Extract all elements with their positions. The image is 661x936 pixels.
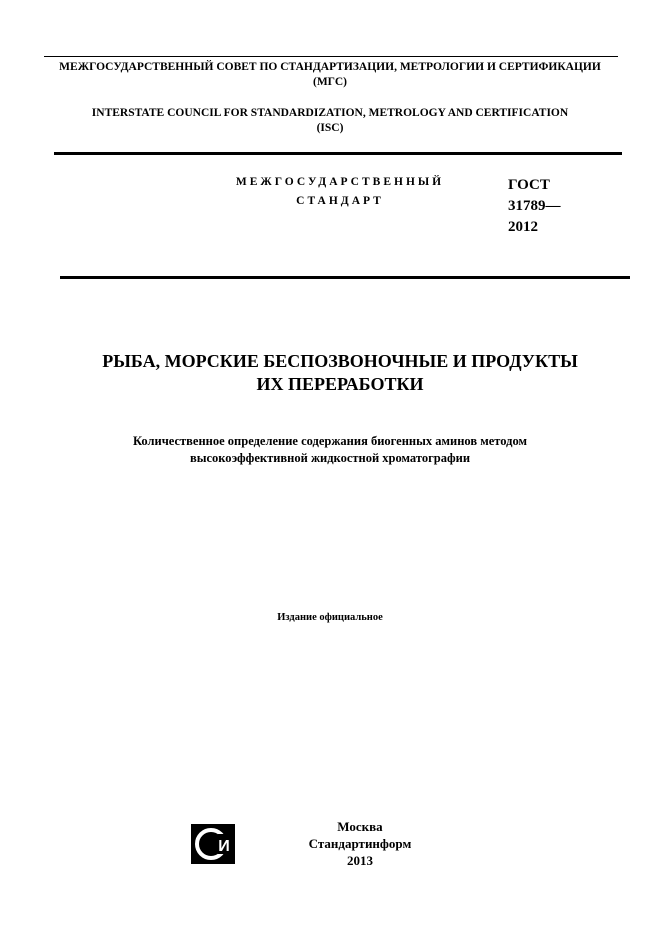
subtitle-line1: Количественное определение содержания биогенных аминов методом [132,434,528,448]
imprint [270,818,450,869]
standard-type-line1: МЕЖГОСУДАРСТВЕННЫЙ [235,176,445,188]
publisher-logo [191,824,235,864]
council-en-block [30,106,630,136]
top-rule [44,56,618,57]
publisher-name: Стандартинформ [308,836,412,851]
gost-year: 2012 [508,219,538,235]
council-ru-abbr: (МГС) [313,76,347,88]
publisher-logo-text: И [218,838,230,855]
title-line1: РЫБА, МОРСКИЕ БЕСПОЗВОНОЧНЫЕ И ПРОДУКТЫ [102,351,578,371]
council-en-abbr: (ISC) [316,122,344,134]
document-title [60,350,620,396]
header-rule-top [54,152,622,155]
subtitle-line2: высокоэффективной жидкостной хроматографии [189,451,471,465]
publisher-city: Москва [337,819,383,834]
council-en-name: INTERSTATE COUNCIL FOR STANDARDIZATION, METROLOGY AND CERTIFICATION [91,107,569,119]
standard-type-line2: СТАНДАРТ [296,195,384,207]
edition-note: Издание официальное [277,612,383,623]
title-line2: ИХ ПЕРЕРАБОТКИ [256,374,424,394]
gost-label: ГОСТ [508,177,550,193]
gost-designation [508,175,608,238]
gost-number: 31789— [508,198,561,214]
header-rule-bottom [60,276,630,279]
council-ru-name: МЕЖГОСУДАРСТВЕННЫЙ СОВЕТ ПО СТАНДАРТИЗАЦИИ, МЕТРОЛОГИИ И СЕРТИФИКАЦИИ [59,61,601,73]
council-ru-block [30,60,630,90]
document-subtitle [40,433,620,467]
publisher-year: 2013 [347,853,373,868]
standard-type [205,173,475,211]
